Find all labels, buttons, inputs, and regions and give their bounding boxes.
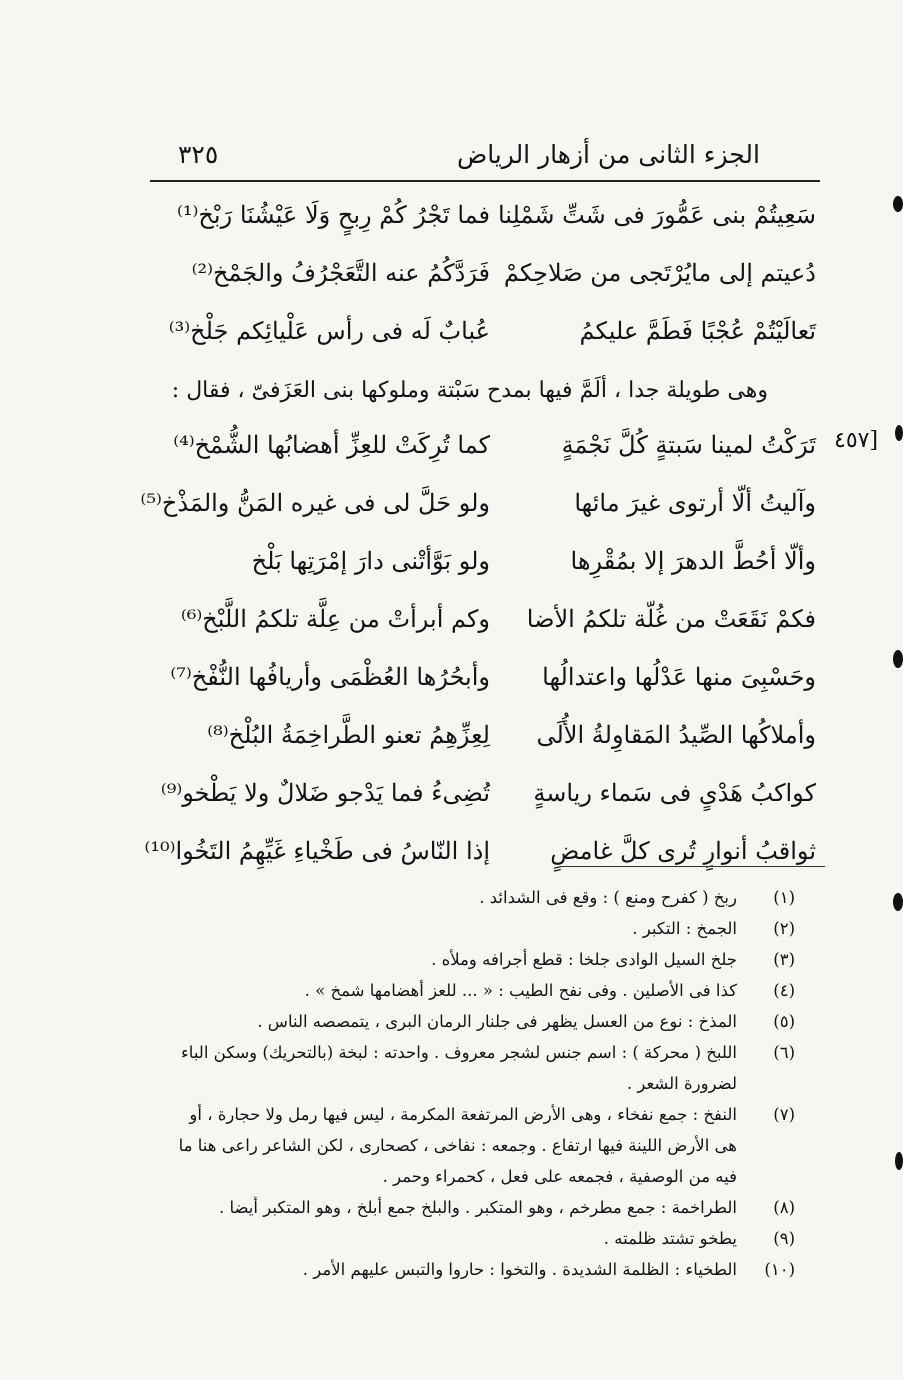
footnote-text: الطراخمة : جمع مطرخم ، وهو المتكبر . والبلخ جمع أبلخ ، وهو المتكبر أيضا .	[218, 1198, 737, 1217]
prose-line: وهى طويلة جدا ، ألَمَّ فيها بمدح سَبْتة وملوكها بنى العَزَفىّ ، فقال :	[171, 378, 768, 403]
verse-first-hemistich: تَرَكْتُ لمينا سَبتةٍ كُلَّ نَجْمَةٍ	[561, 431, 816, 459]
margin-dot	[895, 1152, 903, 1170]
verse-first-hemistich: فكمْ نَقَعَتْ من غُلّة تلكمُ الأضا	[526, 605, 816, 633]
poem-stanza-2	[140, 423, 820, 887]
footnote	[165, 1006, 795, 1037]
footnote-number: (٢)	[773, 919, 795, 938]
verse-row	[140, 251, 820, 309]
page-title: الجزء الثانى من أزهار الرياض	[456, 140, 760, 169]
verse-second-hemistich: وأبحُرُها العُظْمَى وأريافُها النُّفْخ⁽⁷⁾	[170, 663, 490, 691]
margin-dot	[893, 196, 903, 212]
footnote	[165, 1254, 795, 1285]
footnote-number: (٩)	[773, 1229, 795, 1248]
margin-dot	[893, 893, 903, 911]
footnote-text: الطخياء : الظلمة الشديدة . والتخوا : حاروا والتبس عليهم الأمر .	[302, 1260, 737, 1279]
verse-row	[140, 771, 820, 829]
verse-first-hemistich: وألّا أحُطَّ الدهرَ إلا بمُقْرِها	[570, 547, 816, 575]
footnote-text: المذخ : نوع من العسل يظهر فى جلنار الرمان البرى ، يتمصصه الناس .	[257, 1012, 737, 1031]
verse-row	[140, 829, 820, 887]
verse-second-hemistich: فَرَدَّكُمُ عنه التَّعَجْرُفُ والجَمْخ⁽²⁾	[191, 259, 490, 287]
verse-second-hemistich: عُبابٌ لَه فى رأس عَلْيائِكم جَلْخ⁽³⁾	[168, 317, 490, 345]
footnote-text: النفخ : جمع نفخاء ، وهى الأرض المرتفعة المكرمة ، ليس فيها رمل ولا حجارة ، أو هى الأرض اللينة فيها ارتفاع . وجمعه : نفاخى ، كصحارى ، لكن الشاعر راعى هنا ما فيه من الوصفية ، فجمعه على فعل ، كحمراء وحمر .	[178, 1105, 737, 1186]
page-number: ٣٢٥	[178, 140, 219, 169]
verse-row	[140, 597, 820, 655]
verse-first-hemistich: تَعالَيْتُمْ عُجْبًا فَطَمَّ عليكمُ	[579, 317, 816, 345]
verse-second-hemistich: ولو بَوَّأتْنى دارَ إمْرَتِها بَلْخ	[251, 547, 490, 575]
footnote-number: (٨)	[773, 1198, 795, 1217]
verse-first-hemistich: وأملاكُها الصِّيدُ المَقاوِلةُ الأُلَى	[536, 721, 816, 749]
margin-dot	[893, 650, 903, 668]
verse-row	[140, 423, 820, 481]
verse-second-hemistich: إذا النّاسُ فى طَخْياءِ غَيِّهِمُ التَخُوا⁽¹⁰⁾	[144, 837, 490, 865]
poem-stanza-1	[140, 193, 820, 367]
footnote-text: كذا فى الأصلين . وفى نفح الطيب : « ... للعز أهضامها شمخ » .	[304, 981, 737, 1000]
footnote-text: جلخ السيل الوادى جلخا : قطع أجرافه وملأه .	[431, 950, 737, 969]
footnote-text: اللبخ ( محركة ) : اسم جنس لشجر معروف . واحدته : لبخة (بالتحريك) وسكن الباء لضرورة الشعر .	[181, 1043, 737, 1093]
footnote-number: (١٠)	[764, 1260, 795, 1279]
footnote-number: (٦)	[773, 1043, 795, 1062]
running-header	[150, 138, 820, 178]
verse-first-hemistich: كواكبُ هَدْىٍ فى سَماء رياسةٍ	[533, 779, 816, 807]
footnote-text: الجمخ : التكبر .	[632, 919, 737, 938]
footnote	[165, 913, 795, 944]
footnote-number: (٣)	[773, 950, 795, 969]
verse-second-hemistich: وكم أبرأتْ من عِلَّة تلكمُ اللَّبْخ⁽⁶⁾	[180, 605, 490, 633]
footnote	[165, 1099, 795, 1192]
verse-first-hemistich: وآليتُ ألّا أرتوى غيرَ مائها	[574, 489, 816, 517]
verse-row	[140, 481, 820, 539]
footnote-number: (٥)	[773, 1012, 795, 1031]
footnote	[165, 1223, 795, 1254]
footnote	[165, 882, 795, 913]
verse-second-hemistich: فما تَجْرُ كُمْ رِبحٍ وَلَا عَيْشُنَا رَبْخ⁽¹⁾	[177, 201, 490, 229]
footnote-text: ربخ ( كفرح ومنع ) : وقع فى الشدائد .	[479, 888, 737, 907]
verse-second-hemistich: كما تُرِكَتْ للعِزِّ أهضابُها الشُّمْخ⁽⁴⁾	[173, 431, 490, 459]
verse-row	[140, 309, 820, 367]
footnote-number: (٤)	[773, 981, 795, 1000]
margin-page-reference: [٤٥٧	[834, 428, 879, 453]
verse-first-hemistich: وحَسْبِىَ منها عَدْلُها واعتدالُها	[542, 663, 816, 691]
verse-first-hemistich: دُعيتم إلى مايُرْتَجى من صَلاحِكمْ	[503, 259, 816, 287]
verse-row	[140, 539, 820, 597]
footnote	[165, 1037, 795, 1099]
footnotes-rule	[560, 866, 825, 867]
verse-row	[140, 193, 820, 251]
footnote	[165, 975, 795, 1006]
footnote	[165, 944, 795, 975]
footnote-number: (٧)	[773, 1105, 795, 1124]
verse-second-hemistich: تُضِىءُ فما يَدْجو ضَلالٌ ولا يَطْخو⁽⁹⁾	[160, 779, 490, 807]
footnote-text: يطخو تشتد ظلمته .	[603, 1229, 737, 1248]
margin-dot	[895, 425, 903, 441]
footnotes	[165, 882, 795, 1285]
verse-row	[140, 655, 820, 713]
verse-second-hemistich: لِعِزِّهِمُ تعنو الطَّراخِمَةُ البُلْخ⁽⁸⁾	[207, 721, 490, 749]
footnote	[165, 1192, 795, 1223]
header-rule	[150, 180, 820, 182]
verse-first-hemistich: سَعِيتُمْ بنى عَمُّورَ فى شَتِّ شَمْلِنا	[497, 201, 816, 229]
verse-second-hemistich: ولو حَلَّ لى فى غيره المَنُّ والمَذْخ⁽⁵⁾	[140, 489, 490, 517]
verse-row	[140, 713, 820, 771]
verse-first-hemistich: ثواقبُ أنوارٍ تُرى كلَّ غامضٍ	[550, 837, 816, 865]
footnote-number: (١)	[773, 888, 795, 907]
